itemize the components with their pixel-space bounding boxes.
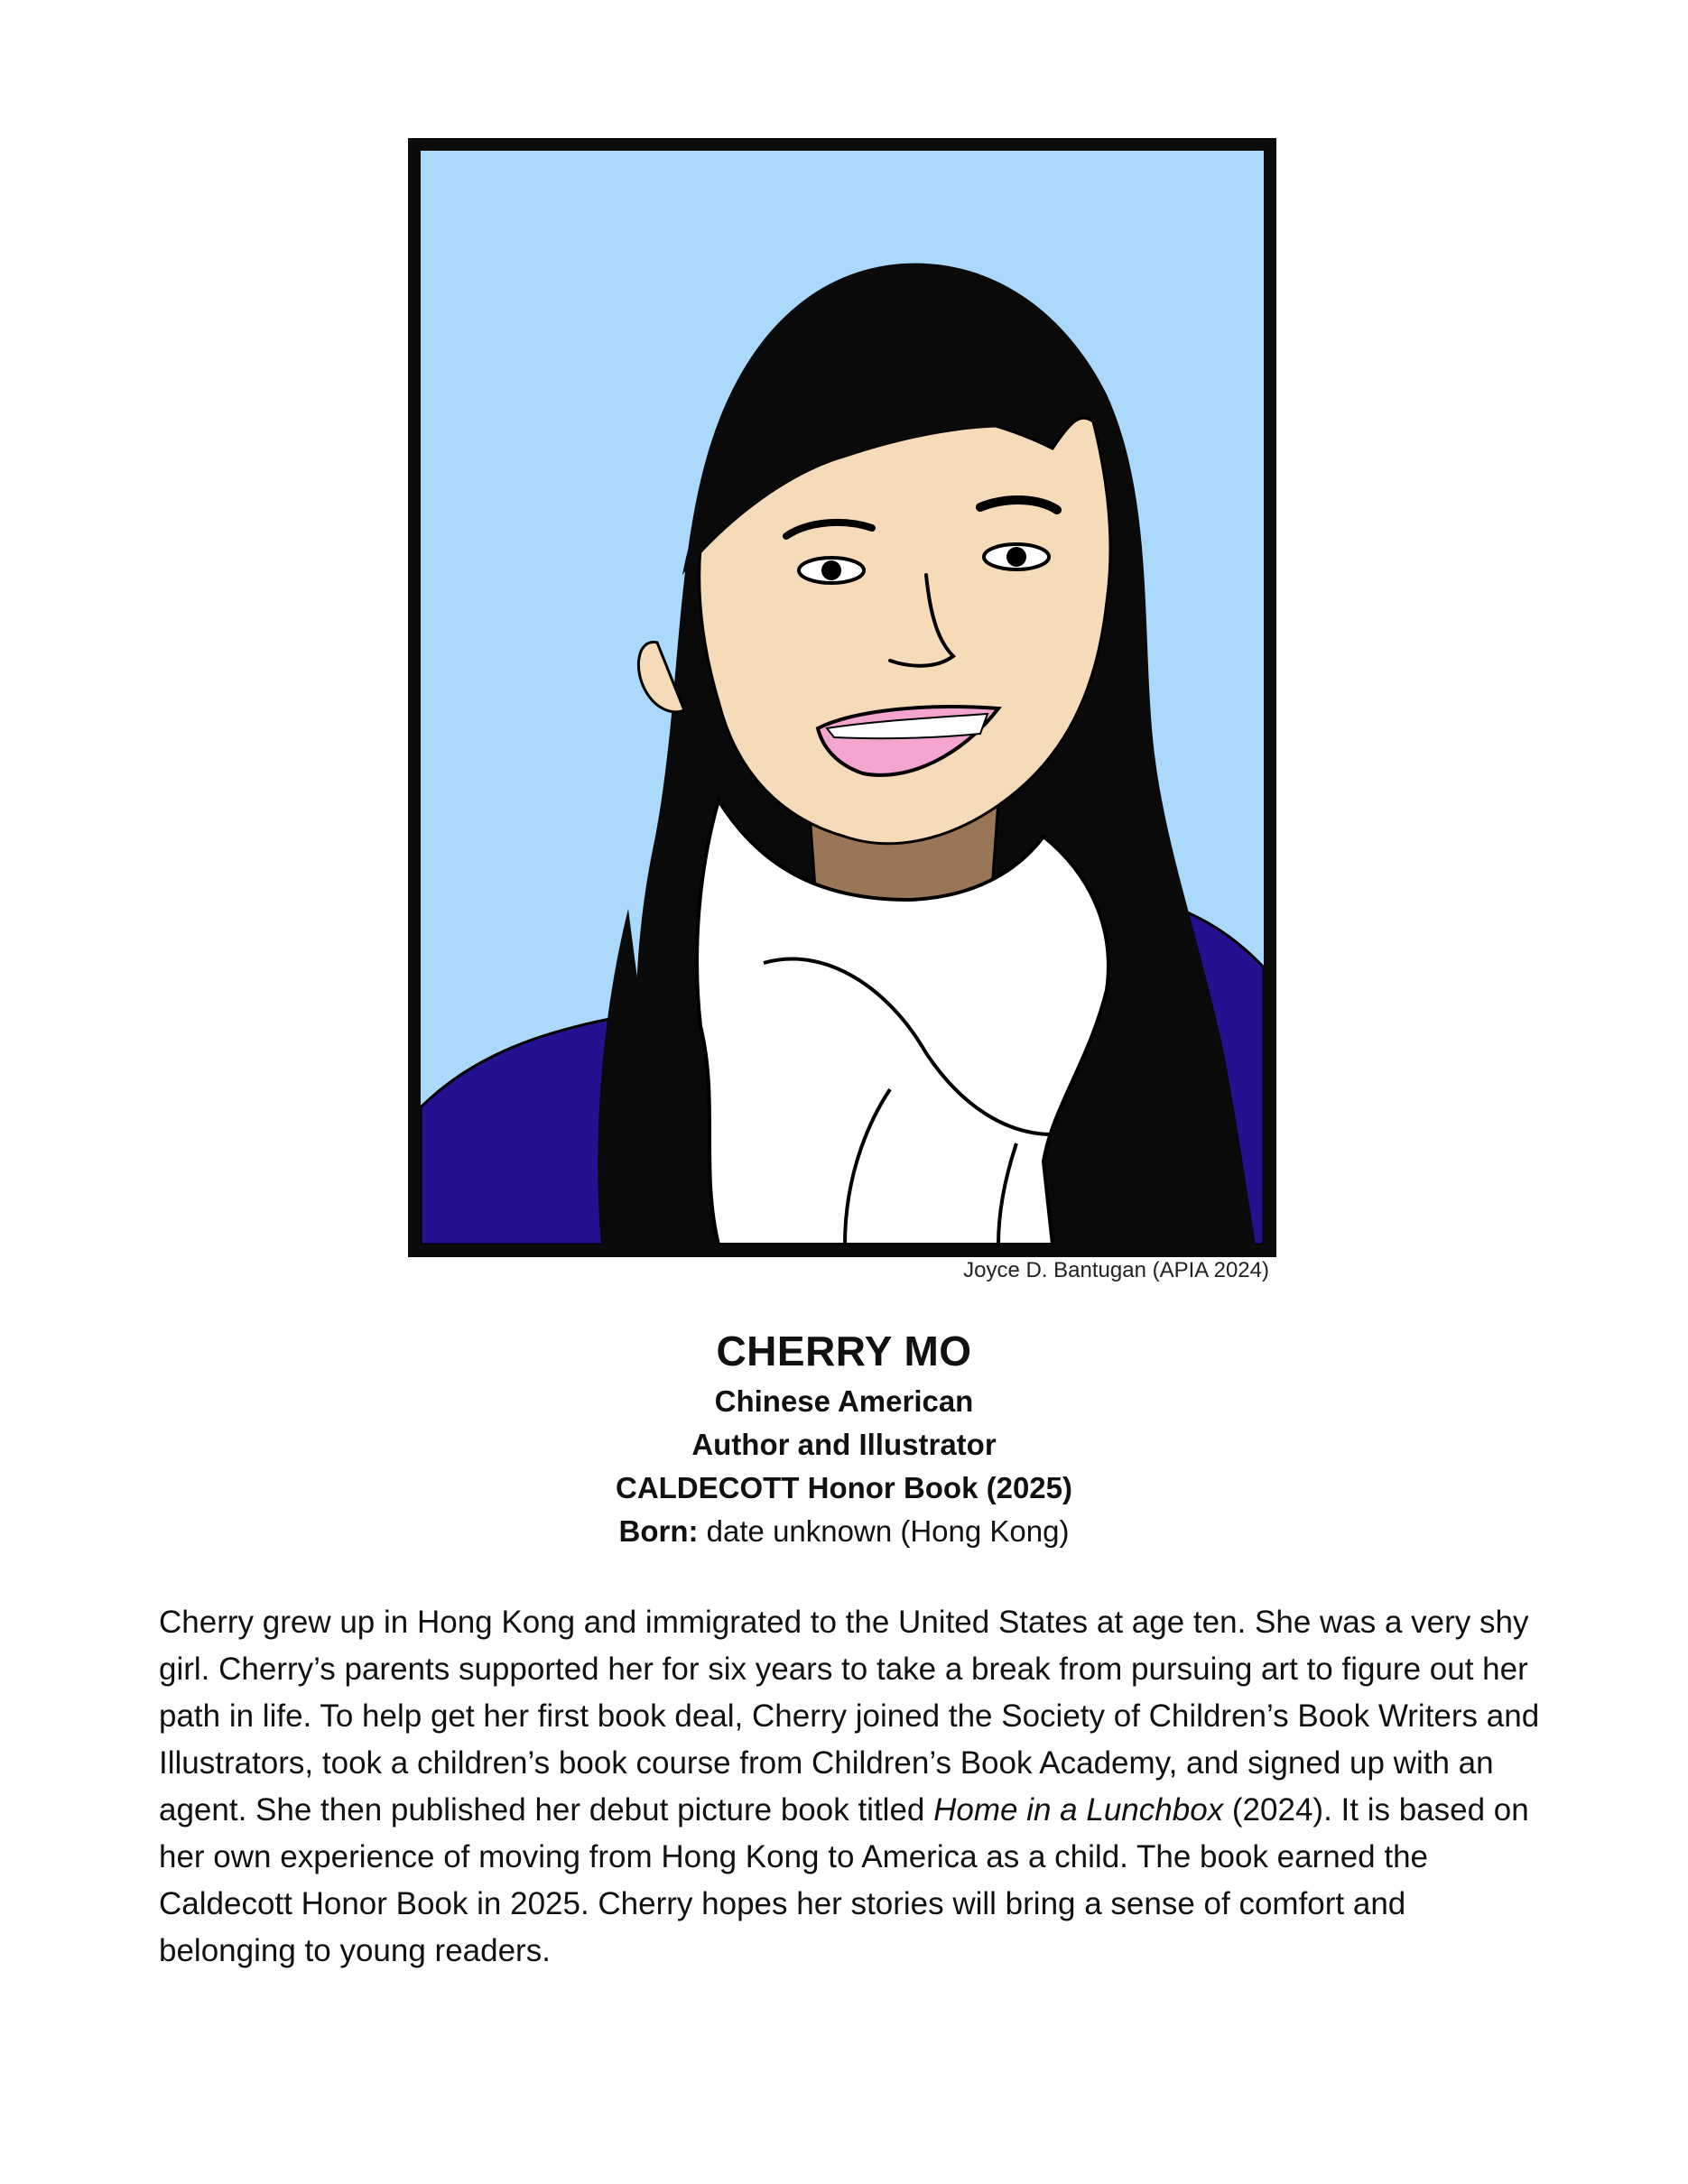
bio-text-end: (2024). It is based on her own experience of moving from Hong Kong to America as a child. The book earned the Caldecott Honor Book in 2025. Cherry hopes her stories will bring a sense of comfort and belonging to young readers. [159, 1792, 1529, 1968]
bio-text-start: Cherry grew up in Hong Kong and immigrated to the United States at age ten. She was a very shy girl. Cherry’s parents supported her for six years to take a break from pursuing art to figure out her path in life. To help get her first book deal, Cherry joined the Society of Children’s Book Writers and Illustrators, took a children’s book course from Children’s Book Academy, and signed up with an agent. She then published her debut picture book titled [159, 1605, 1540, 1828]
portrait-drawing [421, 151, 1264, 1245]
born-line [0, 1510, 1688, 1553]
person-name: CHERRY MO [716, 1328, 972, 1374]
left-pupil [821, 560, 841, 580]
profile-header [0, 1322, 1688, 1553]
heritage: Chinese American [714, 1384, 974, 1418]
honor: CALDECOTT Honor Book (2025) [615, 1471, 1073, 1504]
right-pupil [1006, 547, 1026, 567]
biography-paragraph [159, 1599, 1540, 1975]
role: Author and Illustrator [691, 1428, 997, 1461]
born-label: Born: [618, 1514, 699, 1548]
born-value: date unknown (Hong Kong) [698, 1514, 1070, 1548]
illustration-credit: Joyce D. Bantugan (APIA 2024) [963, 1258, 1269, 1282]
portrait-illustration [408, 138, 1276, 1257]
book-title: Home in a Lunchbox [933, 1792, 1224, 1828]
